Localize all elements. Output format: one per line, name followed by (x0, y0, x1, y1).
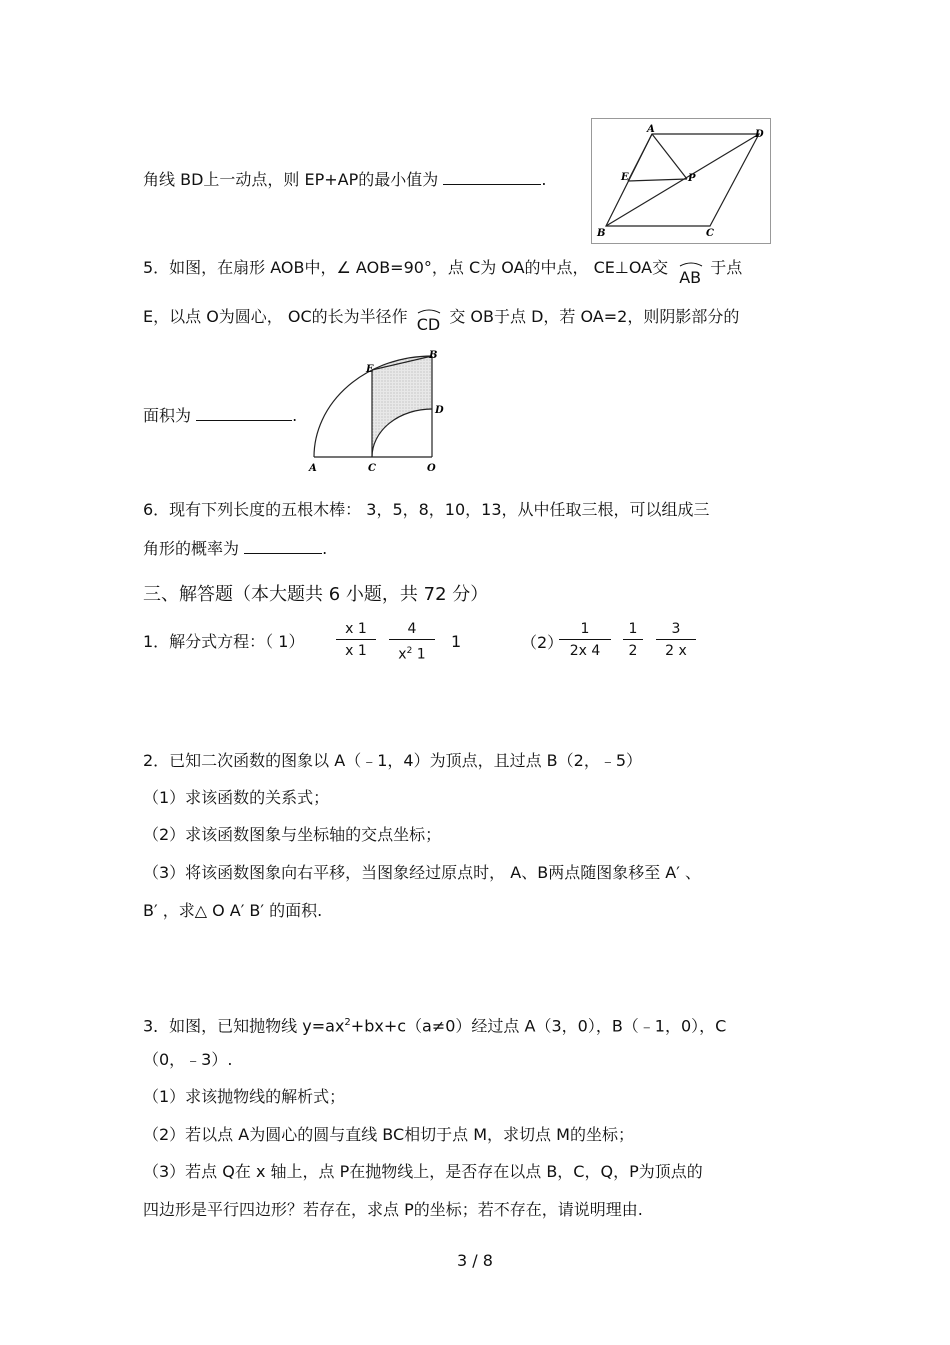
numerator: x 1 (336, 621, 376, 640)
fraction (336, 621, 376, 659)
label-d: D (435, 405, 444, 416)
fraction (389, 621, 435, 663)
s3-line6: 四边形是平行四边形？若存在，求点 P的坐标；若不存在，请说明理由. (143, 1200, 643, 1219)
denominator (389, 640, 435, 663)
s3-line1-a: 3．如图，已知抛物线 y=ax (143, 1016, 345, 1036)
denominator: x 1 (345, 643, 367, 659)
q5-line3-end: . (292, 406, 298, 425)
s2-line4: （3）将该函数图象向右平移，当图象经过原点时， A、B两点随图象移至 A′ 、 (143, 863, 701, 882)
answer-blank (196, 406, 292, 421)
q6-line1: 6．现有下列长度的五根木棒： 3，5，8，10，13，从中任取三根，可以组成三 (143, 500, 710, 519)
arc-cd (417, 315, 441, 335)
den-base: x (398, 646, 407, 663)
s1-label: 1．解分式方程：（ 1） (143, 632, 305, 651)
q4-tail-line (143, 170, 546, 190)
label-d: D (755, 129, 764, 140)
s2-line5: B′ ，求△ O A′ B′ 的面积. (143, 901, 323, 920)
q4-tail-end: . (541, 170, 547, 189)
q5-line1 (143, 258, 743, 287)
s2-line3: （2）求该函数图象与坐标轴的交点坐标； (143, 825, 442, 844)
s1-label2: （2） (521, 633, 564, 652)
fraction (559, 621, 611, 659)
den-sup: 2 (406, 646, 413, 656)
q5-line3 (143, 406, 297, 426)
numerator: 4 (389, 621, 435, 640)
answer-blank (244, 539, 322, 554)
s2-line2: （1）求该函数的关系式； (143, 788, 330, 807)
arc-ab (679, 268, 701, 288)
s3-line1 (143, 1013, 726, 1036)
q5-line2-a: E，以点 O为圆心， OC的长为半径作 (143, 307, 408, 326)
denominator: 2 x (665, 643, 687, 659)
s3-line3: （1）求该抛物线的解析式； (143, 1087, 346, 1106)
s3-line5: （3）若点 Q在 x 轴上，点 P在抛物线上，是否存在以点 B，C，Q，P为顶点的 (143, 1162, 703, 1181)
label-e: E (621, 172, 629, 183)
label-b: B (597, 228, 606, 239)
arc-cd-label: CD (416, 315, 441, 334)
label-b: B (429, 350, 438, 361)
s3-line1-b: +bx+c（a≠0）经过点 A（3，0），B（﹣1，0），C (350, 1016, 727, 1036)
section-title: 三、解答题（本大题共 6 小题，共 72 分） (143, 584, 489, 605)
denominator: 2 (628, 643, 638, 659)
den-end: 1 (412, 646, 426, 663)
s3-line4: （2）若以点 A为圆心的圆与直线 BC相切于点 M，求切点 M的坐标； (143, 1125, 634, 1144)
q5-line1-end: 于点 (710, 258, 743, 277)
q5-line3-text: 面积为 (143, 406, 197, 425)
q5-line1-text: 5．如图，在扇形 AOB中，∠ AOB=90°，点 C为 OA的中点， CE⊥OA交 (143, 258, 669, 277)
eq1-rhs: 1 (451, 632, 462, 651)
parallelogram-figure (591, 118, 771, 244)
page-number: 3 / 8 (457, 1251, 493, 1270)
q6-line2 (143, 539, 327, 559)
label-p: P (688, 173, 696, 184)
q5-line2-b: 交 OB于点 D，若 OA=2，则阴影部分的 (449, 307, 740, 326)
q5-line2 (143, 307, 740, 334)
s2-line1: 2．已知二次函数的图象以 A（﹣1，4）为顶点，且过点 B（2，﹣5） (143, 751, 642, 770)
denominator: 2x 4 (569, 643, 601, 659)
label-a: A (647, 124, 655, 135)
fraction (656, 621, 696, 659)
fraction (623, 621, 643, 659)
sector-figure (306, 350, 446, 474)
label-e: E (366, 364, 374, 375)
label-c: C (706, 228, 714, 239)
arc-ab-label: AB (679, 268, 702, 287)
numerator: 1 (559, 621, 611, 640)
superscript: 2 (344, 1017, 351, 1028)
label-c: C (368, 463, 376, 474)
answer-blank (443, 170, 541, 185)
q4-tail-text: 角线 BD上一动点，则 EP+AP的最小值为 (143, 170, 444, 189)
s3-line2: （0，﹣3）. (143, 1050, 233, 1069)
numerator: 3 (656, 621, 696, 640)
label-a: A (309, 463, 317, 474)
q6-line2-end: . (322, 539, 328, 558)
numerator: 1 (623, 621, 643, 640)
label-o: O (427, 463, 436, 474)
q6-line2-text: 角形的概率为 (143, 539, 245, 558)
